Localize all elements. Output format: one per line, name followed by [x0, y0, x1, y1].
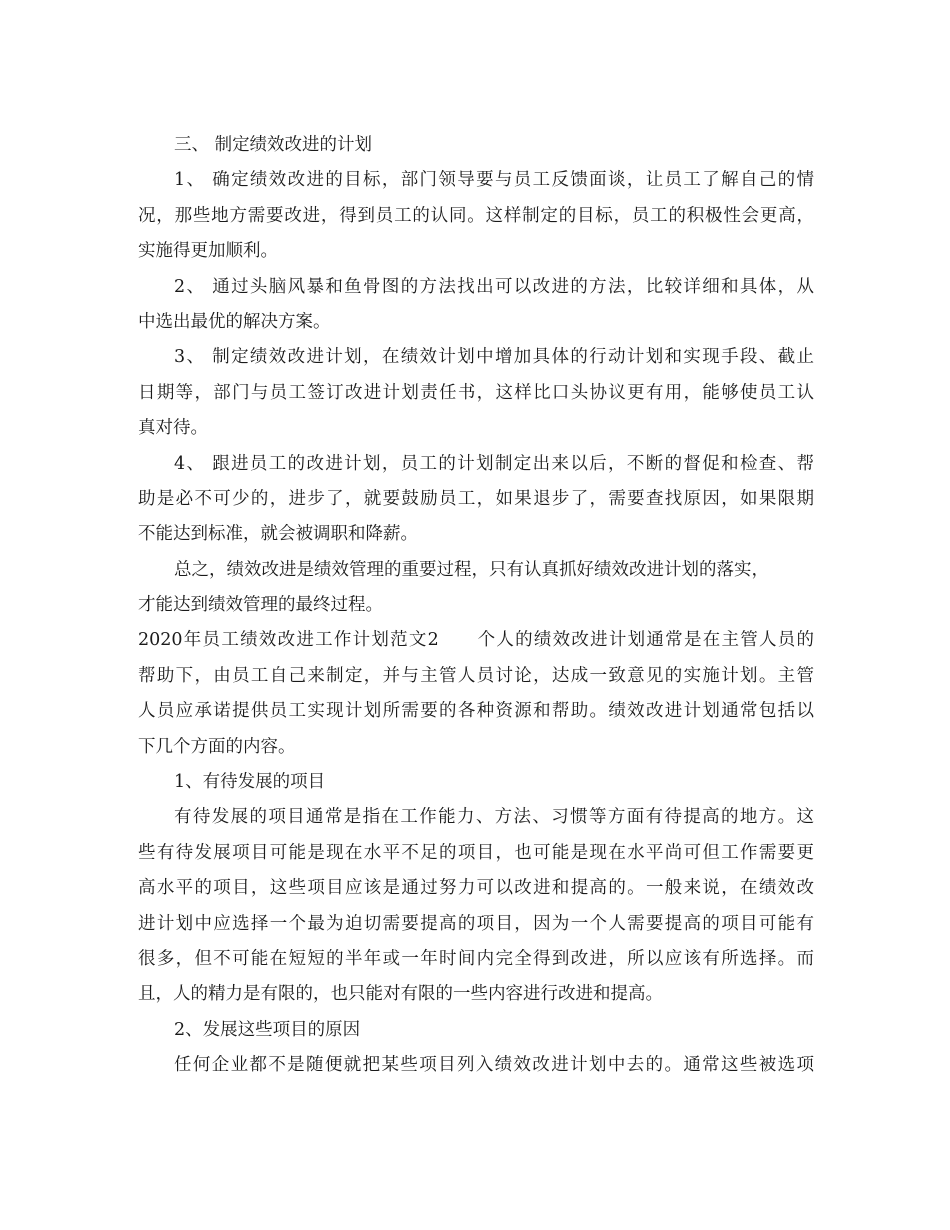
text-line: 中选出最优的解决方案。	[138, 311, 331, 332]
text-line: 高水平的项目，这些项目应该是通过努力可以改进和提高的。一般来说，在绩效改	[138, 878, 814, 899]
text-line: 很多，但不可能在短短的半年或一年时间内完全得到改进，所以应该有所选择。而	[138, 948, 814, 969]
text-line: 才能达到绩效管理的最终过程。	[138, 595, 383, 616]
text-line: 助是必不可少的，进步了，就要鼓励员工，如果退步了，需要查找原因，如果限期	[138, 488, 814, 509]
text-line: 1、有待发展的项目	[174, 772, 326, 793]
text-line: 3、 制定绩效改进计划，在绩效计划中增加具体的行动计划和实现手段、截止	[174, 347, 814, 368]
text-line: 些有待发展项目可能是现在水平不足的项目，也可能是现在水平尚可但工作需要更	[138, 842, 814, 863]
text-line: 进计划中应选择一个最为迫切需要提高的项目，因为一个人需要提高的项目可能有	[138, 913, 814, 934]
text-line: 2020年员工绩效改进工作计划范文2 个人的绩效改进计划通常是在主管人员的	[138, 630, 814, 651]
text-line: 2、发展这些项目的原因	[174, 1019, 361, 1040]
document-body	[138, 128, 814, 1084]
text-line: 真对待。	[138, 418, 208, 439]
text-line: 三、 制定绩效改进的计划	[174, 135, 373, 155]
text-line: 帮助下，由员工自己来制定，并与主管人员讨论，达成一致意见的实施计划。主管	[138, 665, 814, 686]
text-line: 下几个方面的内容。	[138, 736, 296, 757]
text-line: 不能达到标准，就会被调职和降薪。	[138, 524, 418, 545]
text-line: 4、 跟进员工的改进计划，员工的计划制定出来以后，不断的督促和检查、帮	[174, 453, 814, 474]
text-line: 1、 确定绩效改进的目标，部门领导要与员工反馈面谈，让员工了解自己的情	[174, 170, 814, 191]
text-line: 任何企业都不是随便就把某些项目列入绩效改进计划中去的。通常这些被选项	[174, 1055, 814, 1076]
text-line: 总之，绩效改进是绩效管理的重要过程，只有认真抓好绩效改进计划的落实，	[174, 559, 769, 580]
text-line: 且，人的精力是有限的，也只能对有限的一些内容进行改进和提高。	[138, 984, 663, 1005]
text-line: 日期等，部门与员工签订改进计划责任书，这样比口头协议更有用，能够使员工认	[138, 382, 814, 403]
text-line: 有待发展的项目通常是指在工作能力、方法、习惯等方面有待提高的地方。这	[174, 807, 814, 828]
text-line: 人员应承诺提供员工实现计划所需要的各种资源和帮助。绩效改进计划通常包括以	[138, 701, 814, 722]
text-line: 2、 通过头脑风暴和鱼骨图的方法找出可以改进的方法，比较详细和具体，从	[174, 276, 814, 297]
text-line: 实施得更加顺利。	[138, 241, 278, 262]
text-line: 况，那些地方需要改进，得到员工的认同。这样制定的目标，员工的积极性会更高，	[138, 205, 814, 226]
